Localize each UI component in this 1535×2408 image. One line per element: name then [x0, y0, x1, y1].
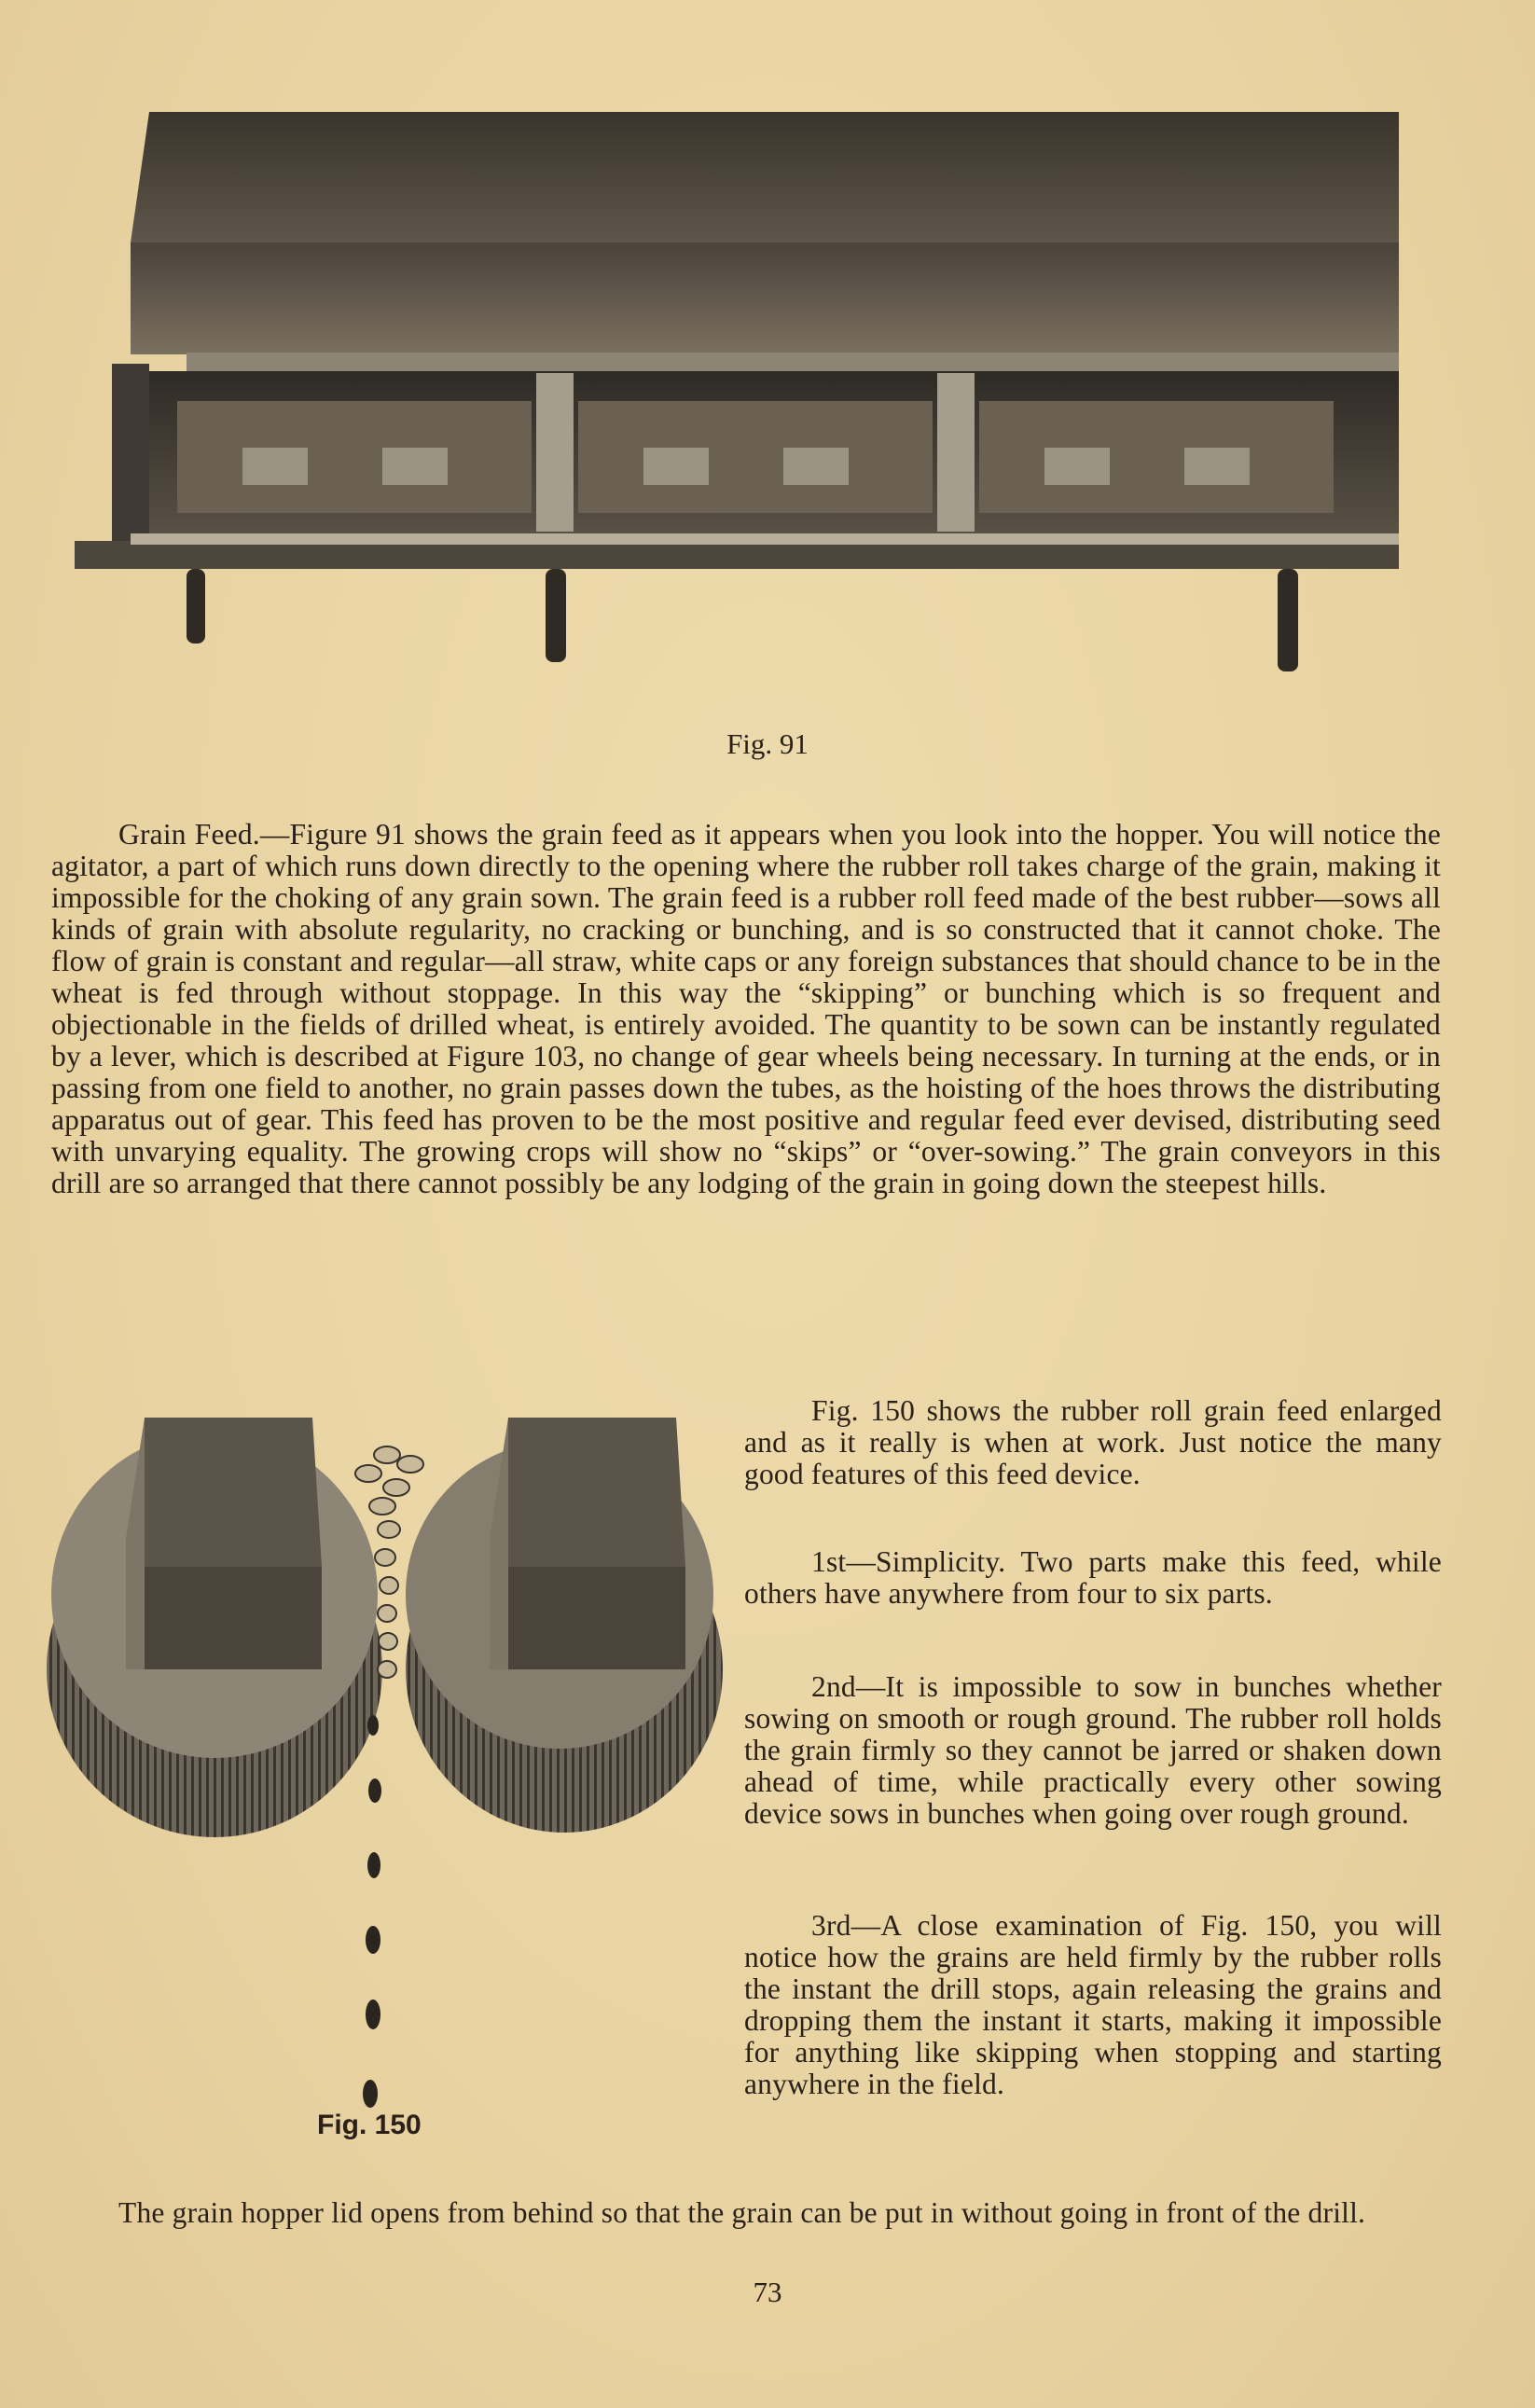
- page-number: 73: [753, 2276, 782, 2308]
- figure-150-caption: Fig. 150: [317, 2110, 422, 2140]
- rubber-roll-feed-illustration: [42, 1390, 723, 2173]
- paragraph-text: 1st—Simplicity. Two parts make this feed, while others have anywhere from four to six parts.: [744, 1545, 1442, 1610]
- paragraph-text: The grain hopper lid opens from behind so that the grain can be put in without going in front of the drill.: [118, 2196, 1366, 2229]
- paragraph-text: 3rd—A close examination of Fig. 150, you will notice how the grains are held firmly by the rubber rolls the instant the drill stops, again releasing the grains and dropping them the instant it starts, making it impossible for anything like skipping when stopping and starting anywhere in the field.: [744, 1909, 1442, 2100]
- hopper-lid-paragraph: [51, 2197, 1441, 2229]
- grain-feed-paragraph: [51, 819, 1441, 1199]
- simplicity-paragraph: [744, 1546, 1442, 1610]
- grain-hold-paragraph: [744, 1910, 1442, 2100]
- figure-91-caption: Fig. 91: [726, 727, 809, 760]
- paragraph-text: Grain Feed.—Figure 91 shows the grain feed as it appears when you look into the hopper. You will notice the agitator, a part of which runs down directly to the opening where the rubber roll takes charge of the grain, making it impossible for the choking of any grain sown. The grain feed is a rubber roll feed made of the best rubber—sows all kinds of grain with absolute regularity, no cracking or bunching, and is so constructed that it cannot choke. The flow of grain is constant and regular—all straw, white caps or any foreign substances that should chance to be in the wheat is fed through without stoppage. In this way the “skipping” or bunching which is so frequent and objectionable in the fields of drilled wheat, is entirely avoided. The quantity to be sown can be instantly regulated by a lever, which is described at Figure 103, no change of gear wheels being necessary. In turning at the ends, or in passing from one field to another, no grain passes down the tubes, as the hoisting of the hoes throws the distributing apparatus out of gear. This feed has proven to be the most positive and regular feed ever devised, distributing seed with unvarying equality. The growing crops will show no “skips” or “over-sowing.” The grain conveyors in this drill are so arranged that there cannot possibly be any lodging of the grain in going down the steepest hills.: [51, 818, 1441, 1199]
- paragraph-text: Fig. 150 shows the rubber roll grain feed enlarged and as it really is when at work. Just notice the many good features of this feed device.: [744, 1394, 1442, 1490]
- no-bunching-paragraph: [744, 1671, 1442, 1830]
- fig150-intro-paragraph: [744, 1395, 1442, 1490]
- grain-hopper-illustration: [75, 103, 1417, 699]
- paragraph-text: 2nd—It is impossible to sow in bunches whether sowing on smooth or rough ground. The rubber roll holds the grain firmly so they cannot be jarred or shaken down ahead of time, while practically every other sowing device sows in bunches when going over rough ground.: [744, 1670, 1442, 1830]
